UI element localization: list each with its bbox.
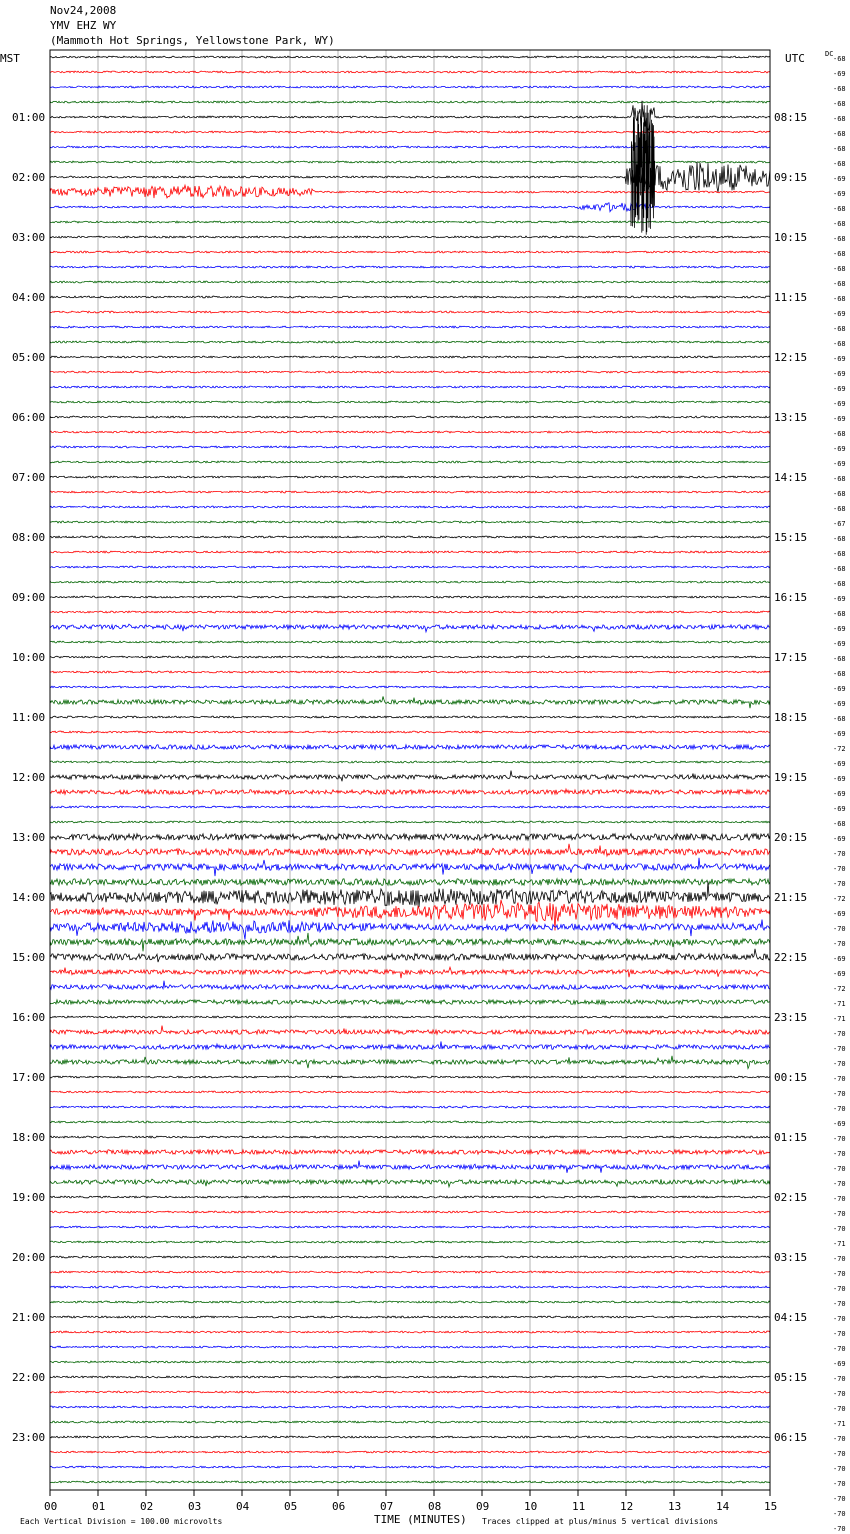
dc-offset-label: -68 xyxy=(833,145,846,153)
seismic-trace-row-22 xyxy=(50,386,770,388)
earthquake-event-trace xyxy=(631,105,655,235)
seismic-trace-row-38 xyxy=(50,624,770,632)
dc-offset-label: -68 xyxy=(833,160,846,168)
dc-offset-label: -69 xyxy=(833,355,846,363)
seismic-trace-row-40 xyxy=(50,656,770,658)
seismic-trace-row-17 xyxy=(50,311,770,313)
dc-offset-label: -69 xyxy=(833,805,846,813)
seismic-trace-row-26 xyxy=(50,446,770,448)
seismic-trace-row-61 xyxy=(50,967,770,978)
seismic-trace-row-92 xyxy=(50,1436,770,1438)
left-hour-label: 09:00 xyxy=(12,591,46,604)
seismic-trace-row-68 xyxy=(50,1076,770,1078)
seismic-trace-row-58 xyxy=(50,920,770,940)
dc-offset-label: -70 xyxy=(833,850,846,858)
left-hour-label: 01:00 xyxy=(12,111,46,124)
right-hour-label: 06:15 xyxy=(774,1431,808,1444)
seismic-trace-row-91 xyxy=(50,1421,770,1423)
seismic-trace-row-55 xyxy=(50,879,770,886)
dc-offset-label: -68 xyxy=(833,55,846,63)
right-hour-label: 11:15 xyxy=(774,291,808,304)
left-hour-label: 22:00 xyxy=(12,1371,46,1384)
right-hour-label: 08:15 xyxy=(774,111,808,124)
right-hour-label: 03:15 xyxy=(774,1251,808,1264)
seismic-trace-row-14 xyxy=(50,266,770,268)
dc-label: DC xyxy=(825,50,834,58)
seismic-trace-row-28 xyxy=(50,476,770,478)
right-hour-label: 10:15 xyxy=(774,231,808,244)
seismic-trace-row-1 xyxy=(50,71,770,73)
station-location: (Mammoth Hot Springs, Yellowstone Park, WY) xyxy=(50,34,335,47)
seismic-trace-row-27 xyxy=(50,461,770,463)
dc-offset-label: -68 xyxy=(833,115,846,123)
dc-offset-label: -70 xyxy=(833,1465,846,1473)
left-hour-label: 17:00 xyxy=(12,1071,46,1084)
seismic-trace-row-63 xyxy=(50,1000,770,1005)
dc-offset-label: -68 xyxy=(833,565,846,573)
dc-offset-label: -68 xyxy=(833,130,846,138)
dc-offset-label: -68 xyxy=(833,235,846,243)
dc-offset-label: -68 xyxy=(833,820,846,828)
dc-offset-label: -70 xyxy=(833,865,846,873)
dc-offset-label: -70 xyxy=(833,1165,846,1173)
seismic-trace-row-45 xyxy=(50,731,770,733)
dc-offset-label: -69 xyxy=(833,970,846,978)
left-hour-label: 21:00 xyxy=(12,1311,46,1324)
dc-offset-label: -69 xyxy=(833,955,846,963)
dc-offset-label: -69 xyxy=(833,445,846,453)
x-tick-label: 07 xyxy=(380,1500,394,1513)
left-axis-title: MST xyxy=(0,52,20,65)
seismic-trace-row-47 xyxy=(50,761,770,763)
left-hour-label: 13:00 xyxy=(12,831,46,844)
dc-offset-label: -69 xyxy=(833,625,846,633)
dc-offset-label: -70 xyxy=(833,1315,846,1323)
dc-offset-label: -70 xyxy=(833,1195,846,1203)
seismic-trace-row-46 xyxy=(50,745,770,750)
right-hour-label: 19:15 xyxy=(774,771,808,784)
seismic-trace-row-15 xyxy=(50,281,770,283)
dc-offset-label: -69 xyxy=(833,730,846,738)
seismic-trace-row-35 xyxy=(50,581,770,583)
seismic-trace-row-89 xyxy=(50,1391,770,1393)
dc-offset-label: -71 xyxy=(833,1240,846,1248)
seismic-trace-row-39 xyxy=(50,641,770,643)
seismic-trace-row-54 xyxy=(50,858,770,876)
dc-offset-label: -69 xyxy=(833,1360,846,1368)
dc-offset-label: -69 xyxy=(833,775,846,783)
right-hour-label: 23:15 xyxy=(774,1011,808,1024)
dc-offset-label: -70 xyxy=(833,1180,846,1188)
seismic-trace-row-59 xyxy=(50,933,770,951)
seismic-trace-row-70 xyxy=(50,1106,770,1108)
right-hour-label: 18:15 xyxy=(774,711,808,724)
x-axis-label: TIME (MINUTES) xyxy=(374,1513,467,1526)
dc-offset-label: -72 xyxy=(833,895,846,903)
seismic-trace-row-12 xyxy=(50,236,770,238)
x-tick-label: 08 xyxy=(428,1500,442,1513)
seismic-trace-row-75 xyxy=(50,1179,770,1187)
dc-offset-label: -70 xyxy=(833,925,846,933)
seismic-trace-row-41 xyxy=(50,671,770,673)
x-tick-label: 11 xyxy=(572,1500,586,1513)
seismic-trace-row-32 xyxy=(50,536,770,538)
dc-offset-label: -69 xyxy=(833,70,846,78)
seismic-trace-row-10 xyxy=(50,203,770,212)
seismic-trace-row-94 xyxy=(50,1466,770,1468)
left-hour-label: 03:00 xyxy=(12,231,46,244)
x-tick-label: 01 xyxy=(92,1500,106,1513)
dc-offset-label: -70 xyxy=(833,1330,846,1338)
dc-offset-label: -70 xyxy=(833,1075,846,1083)
seismic-trace-row-65 xyxy=(50,1026,770,1035)
seismic-trace-row-81 xyxy=(50,1271,770,1273)
seismic-trace-row-66 xyxy=(50,1041,770,1049)
left-hour-label: 16:00 xyxy=(12,1011,46,1024)
dc-offset-label: -68 xyxy=(833,265,846,273)
left-hour-label: 18:00 xyxy=(12,1131,46,1144)
right-hour-label: 02:15 xyxy=(774,1191,808,1204)
seismic-trace-row-50 xyxy=(50,806,770,808)
left-hour-label: 05:00 xyxy=(12,351,46,364)
dc-offset-label: -68 xyxy=(833,610,846,618)
dc-offset-label: -69 xyxy=(833,175,846,183)
dc-offset-label: -67 xyxy=(833,520,846,528)
seismic-trace-row-44 xyxy=(50,716,770,718)
seismic-trace-row-48 xyxy=(50,771,770,782)
seismic-trace-row-30 xyxy=(50,506,770,508)
x-tick-label: 00 xyxy=(44,1500,58,1513)
seismic-trace-row-42 xyxy=(50,686,770,688)
left-hour-label: 06:00 xyxy=(12,411,46,424)
dc-offset-label: -70 xyxy=(833,1435,846,1443)
right-axis-title: UTC xyxy=(785,52,805,65)
seismic-trace-row-13 xyxy=(50,251,770,253)
left-hour-label: 04:00 xyxy=(12,291,46,304)
left-hour-label: 19:00 xyxy=(12,1191,46,1204)
dc-offset-label: -70 xyxy=(833,1045,846,1053)
station-code: YMV EHZ WY xyxy=(50,19,117,32)
dc-offset-label: -70 xyxy=(833,1480,846,1488)
dc-offset-label: -69 xyxy=(833,1120,846,1128)
seismic-trace-row-87 xyxy=(50,1361,770,1363)
seismic-trace-row-69 xyxy=(50,1091,770,1093)
plot-frame xyxy=(50,50,770,1490)
seismic-trace-row-84 xyxy=(50,1316,770,1318)
right-hour-label: 16:15 xyxy=(774,591,808,604)
seismic-trace-row-85 xyxy=(50,1331,770,1333)
dc-offset-label: -69 xyxy=(833,760,846,768)
left-hour-label: 15:00 xyxy=(12,951,46,964)
right-hour-label: 20:15 xyxy=(774,831,808,844)
dc-offset-label: -70 xyxy=(833,1255,846,1263)
seismic-trace-row-77 xyxy=(50,1211,770,1213)
dc-offset-label: -70 xyxy=(833,1135,846,1143)
left-hour-label: 08:00 xyxy=(12,531,46,544)
dc-offset-label: -68 xyxy=(833,100,846,108)
right-hour-label: 21:15 xyxy=(774,891,808,904)
dc-offset-label: -68 xyxy=(833,205,846,213)
dc-offset-label: -68 xyxy=(833,670,846,678)
seismic-trace-row-0 xyxy=(50,56,770,58)
seismic-trace-row-93 xyxy=(50,1451,770,1453)
dc-offset-label: -68 xyxy=(833,655,846,663)
seismic-trace-row-95 xyxy=(50,1481,770,1483)
seismic-trace-row-8 xyxy=(50,162,770,192)
dc-offset-label: -68 xyxy=(833,550,846,558)
seismic-trace-row-11 xyxy=(50,221,770,223)
dc-offset-label: -70 xyxy=(833,1495,846,1503)
dc-offset-label: -68 xyxy=(833,505,846,513)
dc-offset-label: -70 xyxy=(833,1225,846,1233)
scale-note: Each Vertical Division = 100.00 microvolts xyxy=(20,1517,223,1526)
dc-offset-label: -70 xyxy=(833,1525,846,1533)
seismic-trace-row-67 xyxy=(50,1056,770,1069)
dc-offset-label: -70 xyxy=(833,880,846,888)
seismic-trace-row-3 xyxy=(50,101,770,103)
x-tick-label: 13 xyxy=(668,1500,682,1513)
left-hour-label: 14:00 xyxy=(12,891,46,904)
seismic-trace-row-53 xyxy=(50,844,770,856)
x-tick-label: 06 xyxy=(332,1500,346,1513)
right-hour-label: 13:15 xyxy=(774,411,808,424)
x-tick-label: 09 xyxy=(476,1500,490,1513)
seismic-trace-row-88 xyxy=(50,1376,770,1378)
seismic-trace-row-33 xyxy=(50,551,770,553)
dc-offset-label: -69 xyxy=(833,910,846,918)
dc-offset-label: -70 xyxy=(833,1270,846,1278)
dc-offset-label: -70 xyxy=(833,1060,846,1068)
dc-offset-label: -70 xyxy=(833,1450,846,1458)
seismic-trace-row-73 xyxy=(50,1150,770,1155)
clip-note: Traces clipped at plus/minus 5 vertical divisions xyxy=(482,1517,719,1526)
dc-offset-label: -72 xyxy=(833,745,846,753)
dc-offset-label: -68 xyxy=(833,280,846,288)
dc-offset-label: -71 xyxy=(833,1000,846,1008)
right-hour-label: 12:15 xyxy=(774,351,808,364)
left-hour-label: 23:00 xyxy=(12,1431,46,1444)
dc-offset-label: -70 xyxy=(833,1345,846,1353)
dc-offset-label: -68 xyxy=(833,580,846,588)
seismic-trace-row-78 xyxy=(50,1226,770,1228)
dc-offset-label: -70 xyxy=(833,1300,846,1308)
x-tick-label: 10 xyxy=(524,1500,538,1513)
right-hour-label: 04:15 xyxy=(774,1311,808,1324)
x-tick-label: 05 xyxy=(284,1500,298,1513)
left-hour-label: 12:00 xyxy=(12,771,46,784)
seismic-trace-row-64 xyxy=(50,1016,770,1018)
seismic-trace-row-18 xyxy=(50,326,770,328)
dc-offset-label: -72 xyxy=(833,985,846,993)
left-hour-label: 11:00 xyxy=(12,711,46,724)
seismic-trace-row-36 xyxy=(50,596,770,598)
left-hour-label: 07:00 xyxy=(12,471,46,484)
dc-offset-label: -68 xyxy=(833,475,846,483)
seismic-trace-row-23 xyxy=(50,401,770,403)
seismic-trace-row-29 xyxy=(50,491,770,493)
seismic-trace-row-43 xyxy=(50,696,770,708)
seismic-trace-row-25 xyxy=(50,431,770,433)
seismic-trace-row-31 xyxy=(50,521,770,523)
dc-offset-label: -69 xyxy=(833,700,846,708)
dc-offset-label: -69 xyxy=(833,415,846,423)
dc-offset-label: -69 xyxy=(833,370,846,378)
seismic-trace-row-5 xyxy=(50,131,770,133)
dc-offset-label: -68 xyxy=(833,535,846,543)
seismic-trace-row-19 xyxy=(50,341,770,343)
axis-labels xyxy=(12,55,846,1534)
dc-offset-label: -69 xyxy=(833,460,846,468)
seismic-trace-row-24 xyxy=(50,416,770,418)
x-tick-label: 04 xyxy=(236,1500,250,1513)
seismic-trace-row-76 xyxy=(50,1196,770,1198)
seismic-trace-row-16 xyxy=(50,296,770,298)
x-tick-label: 02 xyxy=(140,1500,154,1513)
dc-offset-label: -69 xyxy=(833,790,846,798)
seismic-trace-row-7 xyxy=(50,161,770,163)
seismic-trace-row-86 xyxy=(50,1346,770,1348)
right-hour-label: 14:15 xyxy=(774,471,808,484)
seismic-trace-row-9 xyxy=(50,185,770,198)
dc-offset-label: -68 xyxy=(833,220,846,228)
dc-offset-label: -71 xyxy=(833,1015,846,1023)
dc-offset-label: -70 xyxy=(833,1150,846,1158)
dc-offset-label: -69 xyxy=(833,400,846,408)
seismic-trace-row-4 xyxy=(50,101,770,134)
dc-offset-label: -70 xyxy=(833,1510,846,1518)
seismic-trace-row-62 xyxy=(50,981,770,990)
dc-offset-label: -70 xyxy=(833,1210,846,1218)
x-tick-label: 12 xyxy=(620,1500,634,1513)
dc-offset-label: -68 xyxy=(833,250,846,258)
dc-offset-label: -70 xyxy=(833,1105,846,1113)
dc-offset-label: -68 xyxy=(833,340,846,348)
seismic-trace-row-2 xyxy=(50,86,770,88)
seismic-trace-row-6 xyxy=(50,146,770,148)
seismic-trace-row-20 xyxy=(50,356,770,358)
dc-offset-label: -68 xyxy=(833,430,846,438)
right-hour-label: 09:15 xyxy=(774,171,808,184)
dc-offset-label: -70 xyxy=(833,940,846,948)
seismic-trace-row-52 xyxy=(50,834,770,840)
x-tick-label: 03 xyxy=(188,1500,202,1513)
left-hour-label: 10:00 xyxy=(12,651,46,664)
seismic-trace-row-72 xyxy=(50,1136,770,1138)
seismic-trace-row-83 xyxy=(50,1301,770,1303)
dc-offset-label: -69 xyxy=(833,595,846,603)
dc-offset-label: -69 xyxy=(833,310,846,318)
dc-offset-label: -68 xyxy=(833,325,846,333)
dc-offset-label: -69 xyxy=(833,190,846,198)
right-hour-label: 22:15 xyxy=(774,951,808,964)
dc-offset-label: -70 xyxy=(833,1405,846,1413)
seismic-trace-row-49 xyxy=(50,789,770,794)
x-tick-label: 15 xyxy=(764,1500,778,1513)
seismic-trace-row-82 xyxy=(50,1286,770,1288)
dc-offset-label: -69 xyxy=(833,385,846,393)
dc-offset-label: -70 xyxy=(833,1375,846,1383)
right-hour-label: 05:15 xyxy=(774,1371,808,1384)
dc-offset-label: -68 xyxy=(833,715,846,723)
seismic-trace-row-60 xyxy=(50,949,770,962)
dc-offset-label: -68 xyxy=(833,85,846,93)
seismic-trace-row-21 xyxy=(50,371,770,373)
dc-offset-label: -69 xyxy=(833,835,846,843)
dc-offset-label: -70 xyxy=(833,1090,846,1098)
left-hour-label: 02:00 xyxy=(12,171,46,184)
seismic-trace-row-37 xyxy=(50,611,770,613)
seismic-traces xyxy=(50,56,770,1483)
dc-offset-label: -70 xyxy=(833,1030,846,1038)
dc-offset-label: -68 xyxy=(833,295,846,303)
seismic-trace-row-74 xyxy=(50,1161,770,1173)
seismic-trace-row-90 xyxy=(50,1406,770,1408)
right-hour-label: 01:15 xyxy=(774,1131,808,1144)
dc-offset-label: -68 xyxy=(833,490,846,498)
right-hour-label: 17:15 xyxy=(774,651,808,664)
seismic-trace-row-80 xyxy=(50,1256,770,1258)
seismic-trace-row-71 xyxy=(50,1121,770,1123)
dc-offset-label: -71 xyxy=(833,1420,846,1428)
dc-offset-label: -69 xyxy=(833,640,846,648)
seismic-trace-row-34 xyxy=(50,566,770,568)
chart-date: Nov24,2008 xyxy=(50,4,117,17)
dc-offset-label: -70 xyxy=(833,1390,846,1398)
dc-offset-label: -69 xyxy=(833,685,846,693)
dc-offset-label: -70 xyxy=(833,1285,846,1293)
seismic-trace-row-79 xyxy=(50,1241,770,1243)
right-hour-label: 15:15 xyxy=(774,531,808,544)
left-hour-label: 20:00 xyxy=(12,1251,46,1264)
x-tick-label: 14 xyxy=(716,1500,730,1513)
seismic-trace-row-51 xyxy=(50,821,770,823)
right-hour-label: 00:15 xyxy=(774,1071,808,1084)
